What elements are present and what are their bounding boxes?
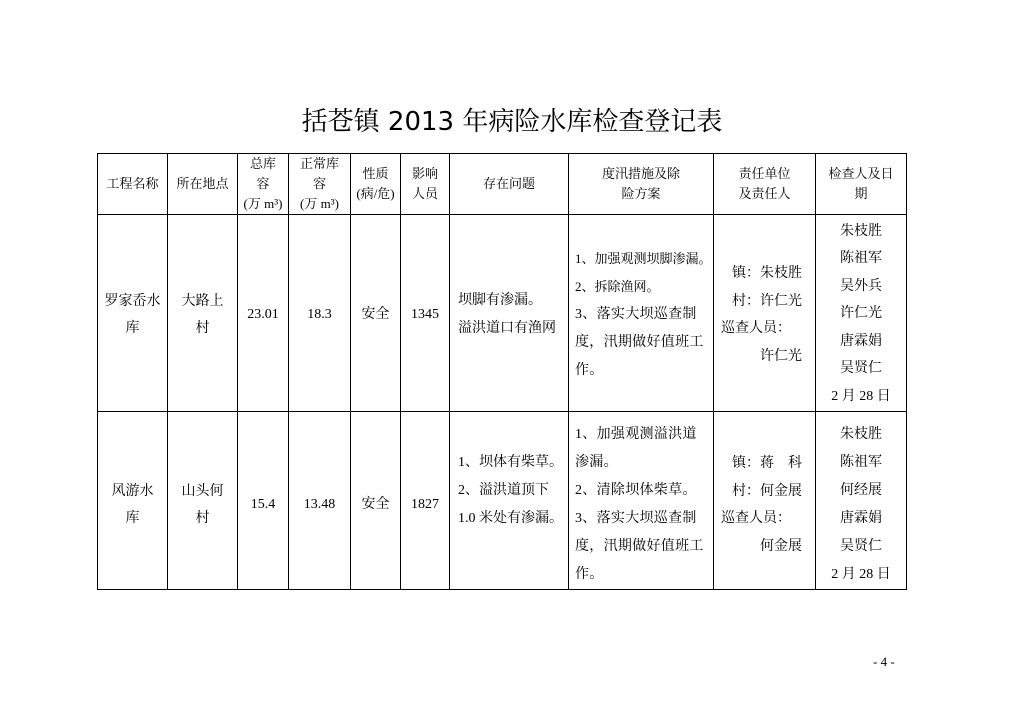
cell-affected-people	[401, 215, 450, 412]
cell-line: 许仁光	[840, 306, 882, 322]
cell-total-capacity	[238, 412, 289, 590]
cell-line: 18.3	[307, 307, 332, 323]
cell-line: 吴贤仁	[840, 361, 882, 377]
cell-line: (万 m³)	[243, 196, 283, 211]
cell-line: 工程名称	[106, 176, 159, 191]
cell-inspectors	[816, 215, 907, 412]
cell-line: 作。	[575, 363, 604, 378]
cell-project-name	[98, 412, 168, 590]
cell-problems	[450, 215, 569, 412]
cell-line: 坝脚有渗漏。	[458, 293, 542, 308]
cell-line: 度汛措施及除	[601, 166, 680, 181]
reservoir-inspection-table	[97, 153, 907, 590]
cell-line: 1、加强观测溢洪道	[575, 427, 697, 442]
cell-location	[168, 215, 238, 412]
cell-line: 库	[125, 511, 140, 526]
cell-line: 许仁光	[760, 348, 802, 364]
header-affected-people	[401, 154, 450, 215]
cell-line: (病/危)	[356, 186, 395, 201]
page-number	[873, 653, 895, 671]
cell-project-name	[98, 215, 168, 412]
cell-line: 风游水	[111, 483, 154, 499]
cell-line: 渗漏。	[575, 455, 618, 470]
cell-line: (万 m³)	[300, 196, 339, 211]
cell-responsible	[714, 215, 816, 412]
table-row	[98, 412, 907, 590]
table-row	[98, 215, 907, 412]
cell-nature	[351, 412, 401, 590]
cell-normal-capacity	[289, 215, 351, 412]
cell-line: 2、清除坝体柴草。	[575, 483, 697, 498]
cell-line: 正常库	[299, 156, 339, 171]
cell-line: 1、加强观测坝脚渗漏。	[575, 251, 712, 266]
cell-line: 村：许仁光	[732, 293, 802, 309]
cell-line: 村	[195, 321, 210, 336]
cell-affected-people	[401, 412, 450, 590]
cell-line: 朱枝胜	[840, 223, 882, 239]
cell-line: 溢洪道口有渔网	[458, 321, 556, 336]
header-normal-capacity	[289, 154, 351, 215]
header-problems	[450, 154, 569, 215]
cell-line: 13.48	[303, 497, 336, 513]
cell-line: 镇：蒋 科	[732, 456, 802, 471]
cell-line: 大路上	[181, 293, 224, 309]
cell-line: 容	[256, 176, 270, 191]
header-nature	[351, 154, 401, 215]
cell-line: 村	[195, 511, 210, 526]
cell-line: 总库	[249, 156, 276, 171]
cell-line: 影响	[411, 166, 438, 181]
cell-line: 安全	[361, 497, 390, 513]
header-measures	[569, 154, 714, 215]
cell-line: 1345	[411, 307, 439, 323]
cell-line: 1827	[411, 497, 439, 513]
document-title	[0, 106, 1024, 138]
cell-line: 罗家岙水	[104, 293, 161, 309]
table-header-row	[98, 154, 907, 215]
cell-line: 安全	[361, 307, 390, 323]
cell-total-capacity	[238, 215, 289, 412]
cell-line: 何经展	[840, 483, 882, 498]
cell-line: 朱枝胜	[840, 427, 882, 442]
cell-problems	[450, 412, 569, 590]
cell-line: 及责任人	[738, 186, 791, 201]
cell-line: 存在问题	[482, 176, 535, 191]
header-project-name	[98, 154, 168, 215]
cell-line: 检查人及日	[828, 166, 894, 181]
cell-line: 2、溢洪道顶下	[458, 483, 549, 498]
cell-line: 险方案	[621, 186, 661, 201]
cell-line: 2 月 28 日	[831, 567, 891, 582]
cell-line: 3、落实大坝巡查制	[575, 307, 697, 322]
header-responsible	[714, 154, 816, 215]
cell-line: 巡查人员：	[721, 511, 791, 526]
cell-line: 2、拆除渔网。	[575, 279, 660, 294]
cell-line: 山头何	[181, 483, 224, 499]
cell-line: 作。	[575, 567, 604, 582]
cell-line: 何金展	[760, 538, 802, 554]
cell-line: 陈祖军	[840, 251, 882, 267]
cell-measures	[569, 215, 714, 412]
cell-line: 期	[854, 186, 868, 201]
cell-responsible	[714, 412, 816, 590]
cell-line: 责任单位	[738, 166, 791, 181]
cell-line: 性质	[362, 166, 389, 181]
header-location	[168, 154, 238, 215]
cell-line: 度，汛期做好值班工	[575, 335, 704, 350]
cell-line: 唐霖娟	[840, 511, 882, 526]
header-total-capacity	[238, 154, 289, 215]
cell-line: 村：何金展	[732, 483, 802, 499]
cell-normal-capacity	[289, 412, 351, 590]
cell-line: 1.0 米处有渗漏。	[458, 511, 563, 526]
cell-line: 巡查人员：	[721, 321, 791, 336]
cell-inspectors	[816, 412, 907, 590]
cell-line: - 4 -	[873, 654, 895, 669]
cell-location	[168, 412, 238, 590]
cell-line: 3、落实大坝巡查制	[575, 511, 697, 526]
cell-measures	[569, 412, 714, 590]
cell-line: 2 月 28 日	[831, 388, 891, 404]
cell-line: 15.4	[250, 497, 276, 513]
cell-line: 所在地点	[176, 176, 229, 191]
cell-line: 库	[125, 321, 140, 336]
cell-line: 23.01	[247, 307, 279, 323]
cell-line: 吴外兵	[840, 278, 882, 294]
cell-line: 括苍镇 2013 年病险水库检查登记表	[301, 107, 723, 137]
cell-line: 容	[312, 176, 326, 191]
cell-line: 吴贤仁	[840, 539, 882, 554]
cell-line: 度，汛期做好值班工	[575, 539, 704, 554]
cell-line: 1、坝体有柴草。	[458, 455, 563, 470]
header-inspectors	[816, 154, 907, 215]
cell-line: 陈祖军	[840, 455, 882, 470]
cell-line: 人员	[411, 186, 438, 201]
cell-nature	[351, 215, 401, 412]
cell-line: 唐霖娟	[840, 333, 882, 349]
cell-line: 镇：朱枝胜	[732, 266, 802, 281]
